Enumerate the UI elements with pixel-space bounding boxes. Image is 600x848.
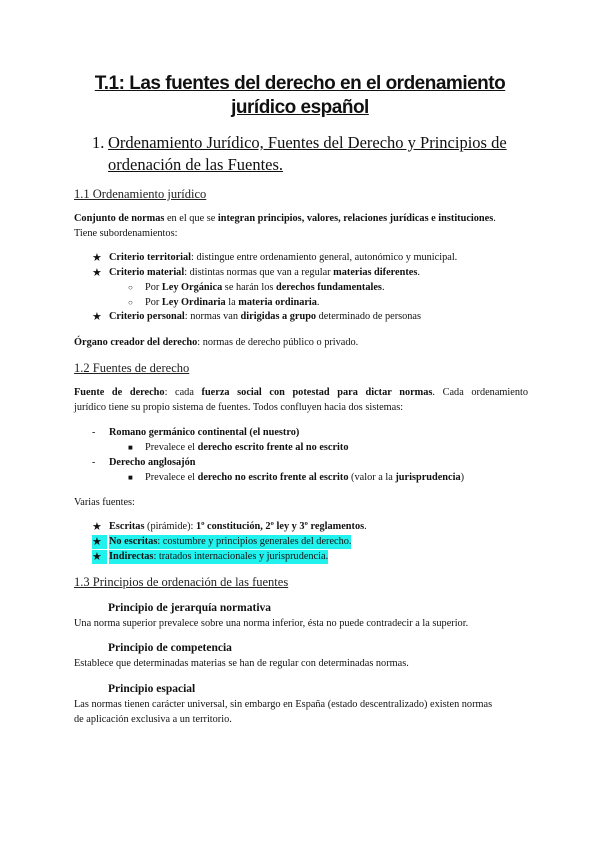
bold-text: integran principios, valores, relaciones jurídicas e instituciones — [217, 213, 494, 224]
bold-text: materia ordinaria — [238, 297, 317, 308]
bold-text: Romano germánico continental (el nuestro) — [109, 427, 300, 438]
section-1-heading — [92, 132, 532, 176]
bold-text: derecho escrito frente al no escrito — [197, 442, 349, 453]
list-item-escritas — [109, 520, 367, 534]
bold-text: Criterio material — [109, 267, 185, 278]
black-square-icon: ■ — [128, 473, 133, 482]
black-star-icon: ★ — [92, 252, 102, 264]
text: . — [417, 267, 420, 278]
white-circle-icon: ○ — [128, 283, 133, 292]
document-title — [60, 72, 540, 120]
text: . — [381, 282, 385, 293]
section-1-3-heading: 1.3 Principios de ordenación de las fuentes — [74, 575, 289, 589]
principle-espacial-title: Principio espacial — [108, 683, 196, 695]
bold-text: derechos fundamentales — [276, 282, 382, 293]
bold-text: Fuente de derecho — [74, 387, 165, 398]
list-subitem-derecho-escrito — [145, 441, 348, 455]
list-subitem-derecho-no-escrito — [145, 471, 464, 485]
section-1-2-heading: 1.2 Fuentes de derecho — [74, 361, 190, 375]
paragraph-line — [74, 212, 528, 227]
section-1-line-2: ordenación de las Fuentes. — [108, 155, 284, 174]
title-line-2: jurídico español — [231, 97, 369, 118]
list-item-derecho-anglosajon — [109, 456, 195, 470]
list-item-criterio-personal — [109, 310, 421, 324]
list-item-romano-germanico — [109, 426, 299, 440]
principle-espacial-line-1: Las normas tienen carácter universal, sin embargo en España (estado descentralizado) existen normas — [74, 699, 493, 710]
text: Por — [145, 297, 162, 308]
text: : normas de derecho público o privado. — [197, 337, 359, 348]
list-subitem-ley-ordinaria — [145, 296, 320, 310]
bold-text: Criterio territorial — [109, 252, 192, 263]
list-item-indirectas-highlighted — [109, 550, 328, 564]
list-item-criterio-material — [109, 266, 420, 280]
section-1-number: 1. — [92, 133, 105, 152]
bold-text: jurisprudencia — [395, 472, 461, 483]
bold-text: derecho no escrito frente al escrito — [197, 472, 349, 483]
principle-jerarquia-title: Principio de jerarquía normativa — [108, 602, 272, 614]
dash-icon: - — [92, 427, 96, 438]
section-1-line-1: Ordenamiento Jurídico, Fuentes del Derecho y Principios de — [108, 133, 507, 152]
bold-text: Criterio personal — [109, 311, 185, 322]
list-subitem-ley-organica — [145, 281, 385, 295]
bold-text: Derecho anglosajón — [109, 457, 196, 468]
principle-competencia-title: Principio de competencia — [108, 642, 232, 654]
bold-text: 1º constitución, 2º ley y 3º reglamentos — [195, 521, 365, 532]
principle-jerarquia-text: Una norma superior prevalece sobre una norma inferior, ésta no puede contradecir a la superior. — [74, 618, 469, 629]
text: : tratados internacionales y jurisprudencia. — [153, 551, 329, 562]
text: en el que se — [164, 213, 218, 224]
bold-text: dirigidas a grupo — [240, 311, 317, 322]
title-line-1: T.1: Las fuentes del derecho en el ordenamiento — [94, 73, 506, 94]
text: : distintas normas que van a regular — [184, 267, 334, 278]
bold-text: Conjunto de normas — [74, 213, 165, 224]
dash-icon: - — [92, 457, 96, 468]
white-circle-icon: ○ — [128, 298, 133, 307]
principle-espacial-line-2: de aplicación exclusiva a un territorio. — [74, 714, 232, 725]
bold-text: Ley Ordinaria — [161, 297, 226, 308]
section-1-1-paragraph — [74, 212, 528, 241]
bold-text: fuerza social con potestad para dictar normas — [201, 387, 433, 398]
section-1-2-paragraph — [74, 386, 528, 415]
text: . — [493, 213, 496, 224]
text: (pirámide): — [144, 521, 196, 532]
text: . — [364, 521, 367, 532]
text: Prevalece el — [145, 442, 198, 453]
black-star-icon: ★ — [92, 311, 102, 323]
bold-text: Órgano creador del derecho — [74, 337, 198, 348]
bold-text: Indirectas — [109, 551, 154, 562]
black-star-icon: ★ — [92, 267, 102, 279]
text: la — [225, 297, 239, 308]
text: : costumbre y principios generales del derecho. — [157, 536, 352, 547]
bold-text: materias diferentes — [333, 267, 418, 278]
black-star-icon: ★ — [92, 550, 107, 564]
paragraph-line: Tiene subordenamientos: — [74, 227, 178, 239]
text: determinado de personas — [316, 311, 422, 322]
list-item-criterio-territorial — [109, 251, 457, 265]
text: Prevalece el — [145, 472, 198, 483]
bold-text: No escritas — [109, 536, 158, 547]
black-square-icon: ■ — [128, 443, 133, 452]
black-star-icon: ★ — [92, 535, 107, 549]
paragraph-line — [74, 386, 528, 401]
section-1-1-heading: 1.1 Ordenamiento jurídico — [74, 187, 207, 201]
black-star-icon: ★ — [92, 521, 102, 533]
text: Por — [145, 282, 162, 293]
text: : cada — [164, 387, 202, 398]
text: . Cada ordenamiento — [432, 387, 528, 398]
text: . — [316, 297, 320, 308]
list-item-no-escritas-highlighted — [109, 535, 351, 549]
text: ) — [460, 472, 465, 483]
text: : distingue entre ordenamiento general, autonómico y municipal. — [191, 252, 458, 263]
paragraph-line: jurídico tiene su propio sistema de fuentes. Todos confluyen hacia dos sistemas: — [74, 401, 404, 413]
text: se harán los — [222, 282, 276, 293]
bold-text: Ley Orgánica — [161, 282, 223, 293]
text: (valor a la — [348, 472, 396, 483]
bold-text: Escritas — [109, 521, 145, 532]
varias-fuentes-label: Varias fuentes: — [74, 497, 135, 508]
text: : normas van — [184, 311, 241, 322]
organo-creador-paragraph — [74, 336, 358, 350]
principle-competencia-text: Establece que determinadas materias se han de regular con determinadas normas. — [74, 658, 409, 669]
